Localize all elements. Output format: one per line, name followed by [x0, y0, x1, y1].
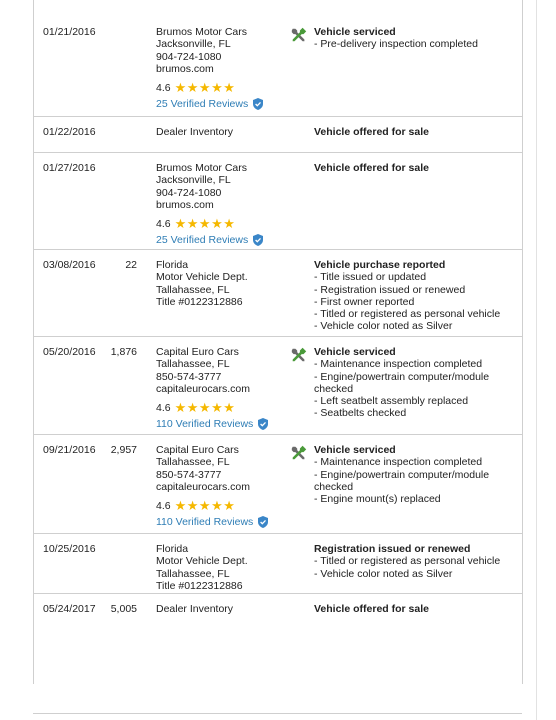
event-title: Vehicle offered for sale [314, 162, 429, 174]
source-line: Dealer Inventory [156, 603, 234, 615]
source-line: Brumos Motor Cars [156, 162, 248, 174]
event-detail: - Titled or registered as personal vehicle [314, 308, 501, 321]
dealer-rating [156, 499, 296, 513]
verified-shield-icon [253, 234, 263, 246]
event-detail: - Title issued or updated [314, 271, 427, 284]
source-website-link[interactable]: brumos.com [156, 198, 214, 211]
verified-shield-icon [258, 418, 268, 430]
rating-value: 4.6 [156, 500, 171, 513]
source-website-link[interactable]: brumos.com [156, 62, 214, 75]
event-title: Vehicle offered for sale [314, 126, 429, 138]
row-source [156, 346, 296, 430]
row-date: 05/20/2016 [43, 346, 96, 358]
rating-value: 4.6 [156, 402, 171, 415]
rating-stars: ★★★★★ [174, 498, 236, 514]
verified-shield-icon [258, 516, 268, 528]
row-date: 03/08/2016 [43, 259, 96, 271]
verified-reviews-link[interactable] [156, 234, 296, 246]
source-line: 850-574-3777 [156, 370, 222, 383]
row-date: 09/21/2016 [43, 444, 96, 456]
rating-value: 4.6 [156, 82, 171, 95]
wrench-screwdriver-icon [290, 444, 308, 462]
history-row [33, 534, 522, 594]
wrench-screwdriver-icon [290, 346, 308, 364]
row-details [314, 126, 514, 138]
row-details [314, 543, 514, 580]
row-date: 01/27/2016 [43, 162, 96, 174]
event-detail: - Seatbelts checked [314, 407, 407, 420]
source-line: Motor Vehicle Dept. [156, 555, 248, 568]
event-title: Vehicle serviced [314, 346, 396, 358]
source-line: Capital Euro Cars [156, 444, 239, 456]
source-line: Florida [156, 543, 189, 555]
event-detail: - Titled or registered as personal vehicle [314, 555, 501, 568]
verified-reviews-link[interactable] [156, 418, 296, 430]
verified-shield-icon [253, 98, 263, 110]
event-detail: checked [314, 382, 354, 395]
source-line: Tallahassee, FL [156, 456, 230, 469]
history-row [33, 594, 522, 714]
history-row [33, 435, 522, 534]
wrench-screwdriver-icon [290, 26, 308, 44]
verified-reviews-link[interactable] [156, 98, 296, 110]
source-line: Tallahassee, FL [156, 567, 230, 580]
row-details [314, 26, 514, 51]
source-line: Tallahassee, FL [156, 283, 230, 296]
event-detail: checked [314, 480, 354, 493]
rating-stars: ★★★★★ [174, 216, 236, 232]
source-line: 850-574-3777 [156, 468, 222, 481]
row-date: 01/21/2016 [43, 26, 96, 38]
source-line: Tallahassee, FL [156, 358, 230, 371]
event-title: Vehicle serviced [314, 26, 396, 38]
event-title: Vehicle offered for sale [314, 603, 429, 615]
source-website-link[interactable]: capitaleurocars.com [156, 382, 250, 395]
row-details [314, 444, 514, 505]
event-detail: - Engine/powertrain computer/module [314, 468, 490, 481]
row-date: 05/24/2017 [43, 603, 96, 615]
source-website-link[interactable]: capitaleurocars.com [156, 480, 250, 493]
row-source [156, 126, 296, 138]
dealer-rating [156, 81, 296, 95]
reviews-label[interactable]: 110 Verified Reviews [156, 516, 254, 529]
event-detail: - Pre-delivery inspection completed [314, 38, 478, 51]
event-detail: - First owner reported [314, 295, 415, 308]
row-odometer: 1,876 [110, 346, 137, 358]
rating-value: 4.6 [156, 218, 171, 231]
row-source [156, 603, 296, 615]
source-line: Florida [156, 259, 189, 271]
source-line: Motor Vehicle Dept. [156, 271, 248, 284]
history-row [33, 250, 522, 337]
event-title: Vehicle serviced [314, 444, 396, 456]
dealer-rating [156, 401, 296, 415]
source-line: Jacksonville, FL [156, 174, 231, 187]
row-details [314, 162, 514, 174]
reviews-label[interactable]: 25 Verified Reviews [156, 98, 249, 111]
event-title: Registration issued or renewed [314, 543, 471, 555]
history-row [33, 117, 522, 153]
row-source [156, 162, 296, 246]
event-detail: - Maintenance inspection completed [314, 358, 483, 371]
row-source [156, 444, 296, 528]
row-odometer: 22 [125, 259, 137, 271]
row-odometer: 5,005 [110, 603, 137, 615]
row-details [314, 259, 514, 333]
row-source [156, 543, 296, 592]
event-detail: - Engine/powertrain computer/module [314, 370, 490, 383]
row-date: 01/22/2016 [43, 126, 96, 138]
reviews-label[interactable]: 110 Verified Reviews [156, 418, 254, 431]
rating-stars: ★★★★★ [174, 400, 236, 416]
event-detail: - Maintenance inspection completed [314, 456, 483, 469]
source-line: Dealer Inventory [156, 126, 234, 138]
event-detail: - Registration issued or renewed [314, 283, 466, 296]
row-odometer: 2,957 [110, 444, 137, 456]
reviews-label[interactable]: 25 Verified Reviews [156, 234, 249, 247]
history-row [33, 17, 522, 117]
page-edge-line [536, 0, 537, 720]
history-row [33, 337, 522, 435]
event-detail: - Vehicle color noted as Silver [314, 567, 453, 580]
verified-reviews-link[interactable] [156, 516, 296, 528]
source-line: 904-724-1080 [156, 50, 222, 63]
event-detail: - Left seatbelt assembly replaced [314, 395, 469, 408]
source-website-link[interactable]: Title #0122312886 [156, 579, 243, 592]
row-details [314, 603, 514, 615]
source-website-link[interactable]: Title #0122312886 [156, 295, 243, 308]
source-line: Jacksonville, FL [156, 38, 231, 51]
dealer-rating [156, 217, 296, 231]
event-title: Vehicle purchase reported [314, 259, 446, 271]
event-detail: - Vehicle color noted as Silver [314, 320, 453, 333]
row-source [156, 26, 296, 110]
source-line: Brumos Motor Cars [156, 26, 248, 38]
source-line: 904-724-1080 [156, 186, 222, 199]
row-date: 10/25/2016 [43, 543, 96, 555]
row-details [314, 346, 514, 420]
row-source [156, 259, 296, 308]
event-detail: - Engine mount(s) replaced [314, 493, 441, 506]
history-row [33, 153, 522, 250]
source-line: Capital Euro Cars [156, 346, 239, 358]
rating-stars: ★★★★★ [174, 80, 236, 96]
